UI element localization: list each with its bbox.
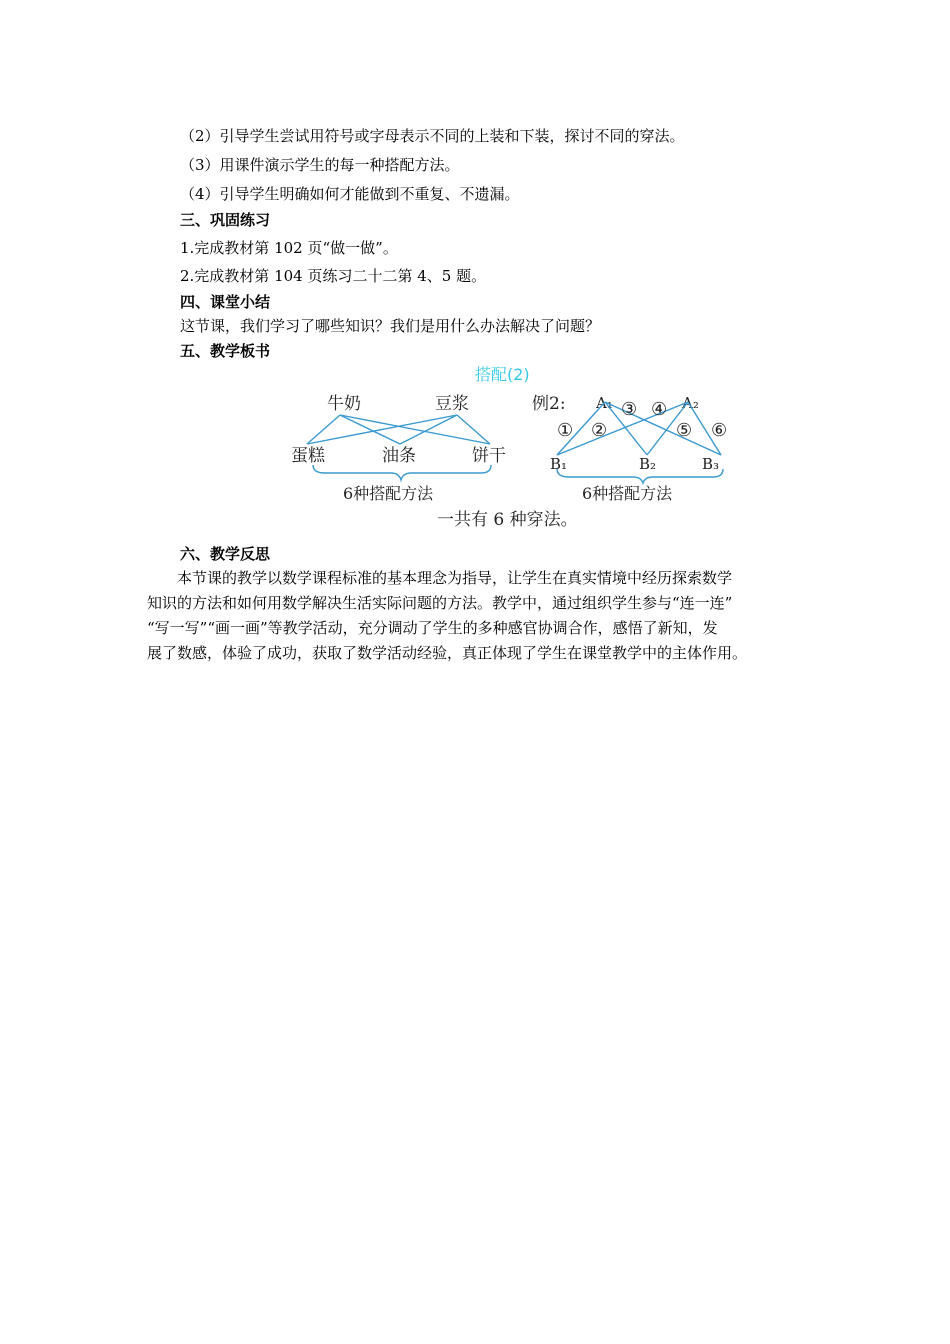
circled-number-2: ② (591, 420, 608, 441)
bottom-b1: B₁ (550, 455, 568, 473)
blackboard-diagram (285, 358, 728, 536)
top-a1: A₁ (596, 394, 613, 412)
practice-1-text: 1.完成教材第 102 页“做一做”。 (180, 239, 398, 257)
top-a2: A₂ (682, 394, 699, 412)
summary-text: 这节课，我们学习了哪些知识？我们是用什么办法解决了问题？ (180, 317, 601, 335)
reflection-line-2: 知识的方法和如何用数学解决生活实际问题的方法。教学中，通过组织学生参与“连一连” (147, 594, 733, 612)
bottom-b2: B₂ (639, 455, 657, 473)
practice-2-text: 2.完成教材第 104 页练习二十二第 4、5 题。 (180, 267, 487, 285)
circled-number-1: ① (557, 420, 574, 441)
left-caption: 6种搭配方法 (343, 484, 434, 503)
board-conclusion: 一共有 6 种穿法。 (437, 510, 578, 530)
example-label: 例2: (532, 394, 566, 414)
section-4-heading: 四、课堂小结 (180, 293, 271, 311)
circled-number-3: ③ (621, 399, 638, 420)
link-milk-biscuit (340, 415, 490, 444)
link-soymilk-youtiao (400, 415, 457, 444)
left-brace (313, 465, 491, 480)
board-title: 搭配(2) (475, 365, 530, 384)
circled-number-6: ⑥ (711, 420, 728, 441)
circled-number-4: ④ (651, 399, 668, 420)
link-soymilk-cake (307, 415, 457, 444)
food-biscuit: 饼干 (472, 446, 506, 466)
section-5-heading: 五、教学板书 (180, 342, 271, 360)
link-milk-cake (307, 415, 340, 444)
food-youtiao: 油条 (382, 446, 416, 466)
reflection-line-3: “写一写”“画一画”等教学活动，充分调动了学生的多种感官协调合作，感悟了新知，发 (147, 619, 718, 637)
link-soymilk-biscuit (457, 415, 490, 444)
reflection-line-1: 本节课的教学以数学课程标准的基本理念为指导，让学生在真实情境中经历探索数学 (177, 569, 733, 587)
step-4-text: （4）引导学生明确如何才能做到不重复、不遗漏。 (180, 185, 520, 203)
step-3-text: （3）用课件演示学生的每一种搭配方法。 (180, 156, 460, 174)
drink-soymilk: 豆浆 (435, 394, 469, 414)
food-cake: 蛋糕 (291, 446, 325, 466)
section-6-heading: 六、教学反思 (180, 545, 271, 563)
step-2-text: （2）引导学生尝试用符号或字母表示不同的上装和下装，探讨不同的穿法。 (180, 127, 685, 145)
bottom-b3: B₃ (702, 455, 720, 473)
link-milk-youtiao (340, 415, 400, 444)
circled-number-5: ⑤ (676, 420, 693, 441)
section-3-heading: 三、巩固练习 (180, 211, 271, 229)
right-caption: 6种搭配方法 (582, 484, 673, 503)
blackboard-svg (285, 358, 728, 536)
drink-milk: 牛奶 (327, 394, 361, 414)
reflection-line-4: 展了数感，体验了成功，获取了数学活动经验，真正体现了学生在课堂教学中的主体作用。 (147, 644, 748, 662)
